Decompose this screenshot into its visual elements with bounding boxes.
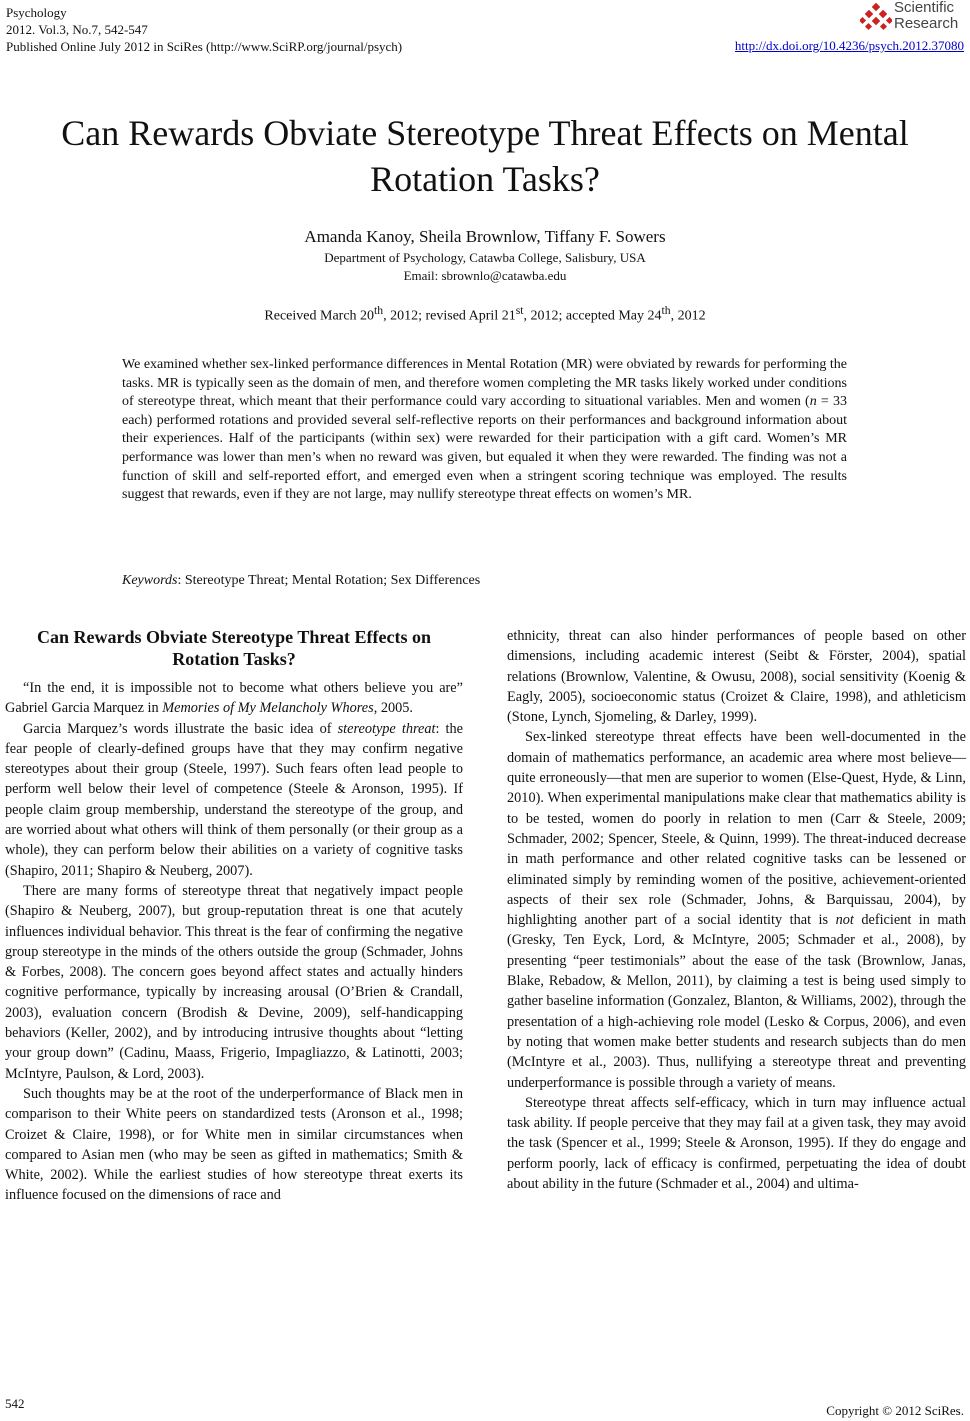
keywords-label: Keywords — [122, 573, 178, 588]
received-dates: Received March 20th, 2012; revised April 21st, 2012; accepted May 24th, 2012 — [264, 304, 706, 324]
doi-link[interactable]: http://dx.doi.org/10.4236/psych.2012.37080 — [734, 38, 964, 53]
logo-text — [894, 0, 958, 32]
journal-header — [6, 4, 402, 55]
journal-volume: 2012. Vol.3, No.7, 542-547 — [6, 22, 148, 37]
keywords-text: : Stereotype Threat; Mental Rotation; Sex Differences — [177, 573, 481, 588]
affiliation: Department of Psychology, Catawba College, Salisbury, USA — [324, 250, 646, 265]
logo-line-1: Scientific — [894, 0, 955, 16]
paragraph-continued: ethnicity, threat can also hinder performances of people based on other dimensions, including academic interest (Seibt & Förster, 2004), spatial relations (Brownlow, Valentine, & Owusu, 2008), social sensitivity (Koenig & Eagly, 2005), socioeconomic status (Croizet & Claire, 1998), and athleticism (Stone, Lynch, Sjomeling, & Darley, 1999). — [507, 628, 966, 726]
abstract: We examined whether sex-linked performance differences in Mental Rotation (MR) were obviated by rewards for performing the tasks. MR is typically seen as the domain of men, and therefore women completing the MR tasks likely worked under conditions of stereotype threat, which meant that their performance could vary according to situational variables. Men and women (n = 33 each) performed rotations and provided several self-reflective reports on their performances and background information about their experiences. Half of the participants (within sex) were rewarded for their participation with a gift card. Women’s MR performance was lower than men’s when no reward was given, but equaled it when they were rewarded. The finding was not a function of skill and self-reported effort, and emerged even when a stringent scoring technique was employed. The results suggest that rewards, even if they are not large, may nullify stereotype threat effects on women’s MR. — [122, 357, 847, 503]
left-column — [5, 626, 463, 1206]
paragraph-self-efficacy: Stereotype threat affects self-efficacy, which in turn may influence actual task ability. If people perceive that they may fail at a given task, they may avoid the task (Spencer et al., 1999; Steele & Aronson, 1995). If they do engage and perform poorly, lack of efficacy is confirmed, perpetuating the idea of doubt about ability in the future (Schmader et al., 2004) and ultima- — [507, 1094, 966, 1193]
paragraph-definition: Garcia Marquez’s words illustrate the basic idea of stereotype threat: the fear people of clearly-defined groups have that they may confirm negative stereotypes about their group (Steele, 1997). Such fears often lead people to perform well below their level of competence (Steele & Aronson, 1995). If people claim group membership, understand the stereotype of the group, and are worried about what others will think of them personally (or their group as a whole), they can perform below their abilities on a variety of cognitive tasks (Shapiro, 2011; Shapiro & Neuberg, 2007). — [5, 720, 463, 879]
paragraph-epigraph: “In the end, it is impossible not to become what others believe you are” Gabriel Garcia Marquez in Memories of My Melancholy Whores, 2005. — [5, 680, 463, 717]
keywords — [122, 573, 480, 589]
right-column — [507, 626, 966, 1194]
authors: Amanda Kanoy, Sheila Brownlow, Tiffany F. Sowers — [304, 227, 666, 246]
logo-line-2: Research — [894, 15, 959, 32]
copyright: Copyright © 2012 SciRes. — [826, 1403, 964, 1418]
section-heading: Can Rewards Obviate Stereotype Threat Effects on Rotation Tasks? — [37, 627, 431, 669]
logo-mark-icon — [860, 3, 892, 33]
scientific-research-logo — [860, 0, 962, 38]
journal-published: Published Online July 2012 in SciRes (http://www.SciRP.org/journal/psych) — [6, 39, 403, 54]
email: Email: sbrownlo@catawba.edu — [403, 268, 567, 283]
paragraph-sex-linked: Sex-linked stereotype threat effects have been well-documented in the domain of mathematics performance, an academic area where most believe—quite erroneously—that men are superior to women (Else-Quest, Hyde, & Linn, 2010). When experimental manipulations make clear that mathematics ability is to be tested, women do poorly in relation to men (Carr & Steele, 2009; Schmader, 2002; Spencer, Steele, & Quinn, 1999). The threat-induced decrease in math performance and other related cognitive tasks can be lessened or eliminated simply by reminding women of the positive, achievement-oriented aspects of their sex role (Schmader, Johns, & Barquissau, 2004), by highlighting another part of a social identity that is not deficient in math (Gresky, Ten Eyck, Lord, & McIntyre, 2005; Schmader et al., 2008), by presenting “peer testimonials” about the ease of the task (Brownlow, Janas, Blake, Rebadow, & Mellon, 2011), by claiming a test is being used simply to gather baseline information (Gonzalez, Blanton, & Williams, 2002), through the presentation of a high-achieving role model (Lesko & Corpus, 2006), and even by noting that women make better students and research subjects than do men (McIntyre et al., 2003). Thus, nullifying a stereotype threat and preventing underperformance is possible through a variety of means. — [507, 729, 966, 1091]
paper-title: Can Rewards Obviate Stereotype Threat Effects on Mental Rotation Tasks? — [61, 113, 909, 199]
paragraph-forms: There are many forms of stereotype threat that negatively impact people (Shapiro & Neuberg, 2007), but group-reputation threat is one that acutely influences individual behavior. This threat is the fear of confirming the negative group stereotype in the minds of the others outside the group (Schmader, Johns & Forbes, 2008). The concern goes beyond affect states and actually hinders cognitive performance, typically by increasing arousal (O’Brien & Crandall, 2003), evaluation concern (Brodish & Devine, 2009), self-handicapping behaviors (Keller, 2002), and by introducing intrusive thoughts about “letting your group down” (Cadinu, Maass, Frigerio, Impagliazzo, & Latinotti, 2003; McIntyre, Paulson, & Lord, 2003). — [5, 882, 463, 1082]
journal-name: Psychology — [6, 5, 67, 20]
page-number: 542 — [5, 1396, 25, 1411]
paragraph-race: Such thoughts may be at the root of the underperformance of Black men in comparison to their White peers on standardized tests (Aronson et al., 1998; Croizet & Claire, 1998), or for White men in similar circumstances when compared to Asian men (who may be seen as gifted in mathematics; Smith & White, 2002). While the earliest studies of how stereotype threat exerts its influence focused on the dimensions of race and — [5, 1085, 463, 1204]
